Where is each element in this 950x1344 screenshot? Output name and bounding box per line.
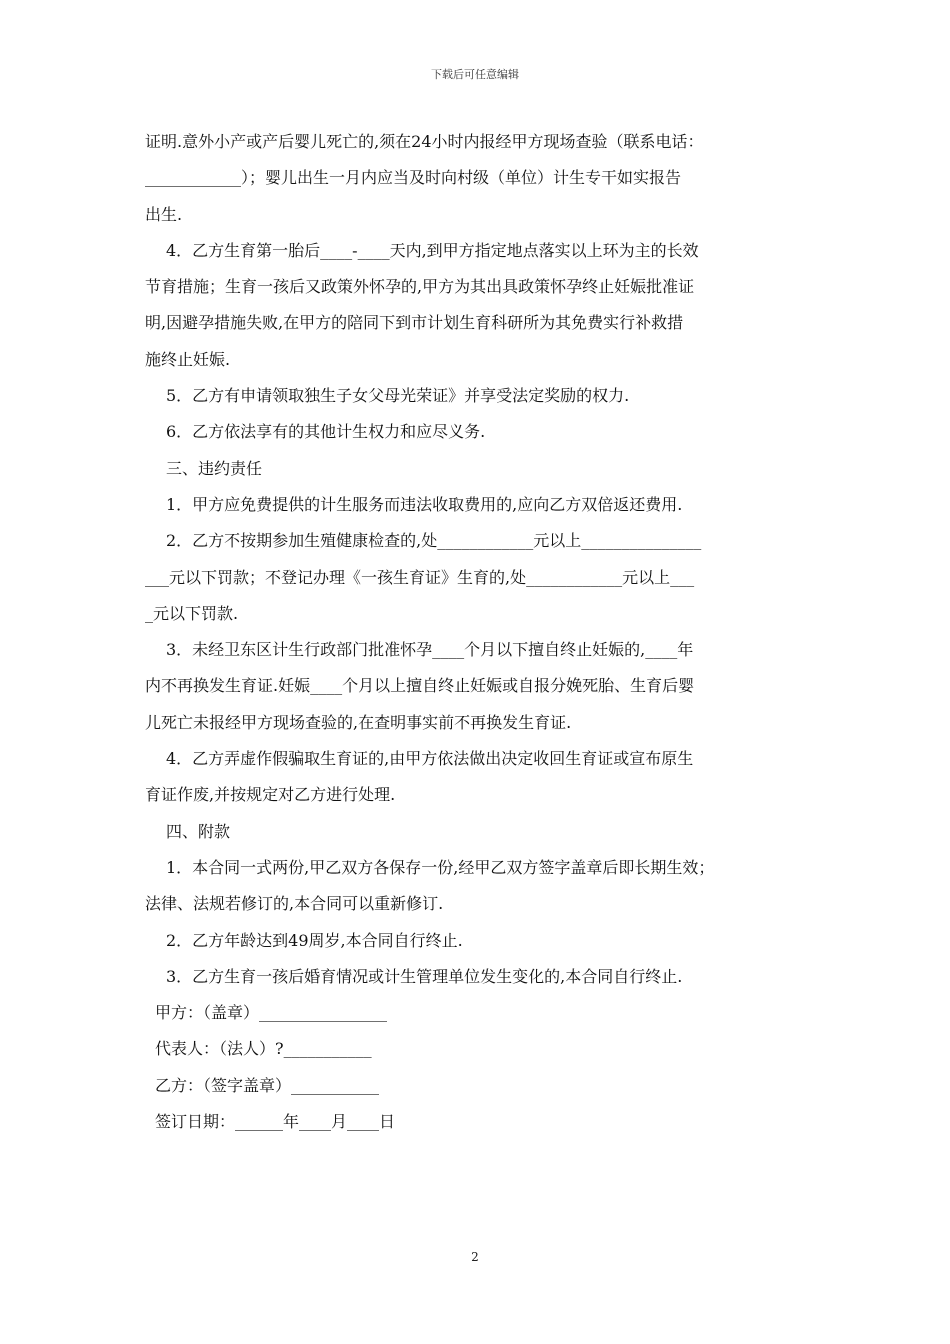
signature-line-representative: 代表人：（法人）?___________: [155, 1039, 372, 1059]
signature-line-date: 签订日期：______年____月____日: [155, 1112, 396, 1132]
text-line: 节育措施；生育一孩后又政策外怀孕的,甲方为其出具政策怀孕终止妊娠批准证: [145, 277, 695, 297]
text-line: 5．乙方有申请领取独生子女父母光荣证》并享受法定奖励的权力.: [166, 386, 630, 406]
signature-line-party-a: 甲方：（盖章）________________: [155, 1003, 388, 1023]
text-line: 4．乙方生育第一胎后____-____天内,到甲方指定地点落实以上环为主的长效: [166, 240, 699, 260]
text-line: 施终止妊娠.: [145, 349, 231, 369]
page-number: 2: [471, 1250, 479, 1264]
section-heading: 三、违约责任: [166, 458, 263, 478]
text-line: 证明.意外小产或产后婴儿死亡的,须在24小时内报经甲方现场查验（联系电话：: [145, 132, 704, 151]
text-line: 出生.: [145, 204, 183, 224]
document-body: [145, 124, 815, 1140]
text-line: 1．甲方应免费提供的计生服务而违法收取费用的,应向乙方双倍返还费用.: [166, 494, 683, 514]
text-line: 3．乙方生育一孩后婚育情况或计生管理单位发生变化的,本合同自行终止.: [166, 966, 683, 986]
text-line: 儿死亡未报经甲方现场查验的,在查明事实前不再换发生育证.: [145, 712, 572, 732]
page-header: 下载后可任意编辑: [431, 68, 519, 81]
text-line: 法律、法规若修订的,本合同可以重新修订.: [145, 894, 444, 914]
text-line: 1．本合同一式两份,甲乙双方各保存一份,经甲乙双方签字盖章后即长期生效；: [166, 857, 715, 877]
text-line: 3．未经卫东区计生行政部门批准怀孕____个月以下擅自终止妊娠的,____年: [166, 640, 694, 660]
text-line: 6．乙方依法享有的其他计生权力和应尽义务.: [166, 422, 486, 442]
text-line: 4．乙方弄虚作假骗取生育证的,由甲方依法做出决定收回生育证或宣布原生: [166, 749, 694, 769]
text-line: 内不再换发生育证.妊娠____个月以上擅自终止妊娠或自报分娩死胎、生育后婴: [145, 676, 695, 696]
text-line: 2．乙方年龄达到49周岁,本合同自行终止.: [166, 930, 463, 950]
text-line: 育证作废,并按规定对乙方进行处理.: [145, 785, 396, 805]
signature-line-party-b: 乙方：（签字盖章）___________: [155, 1075, 380, 1095]
text-line: ____________）；婴儿出生一月内应当及时向村级（单位）计生专干如实报告: [145, 168, 682, 188]
text-line: 明,因避孕措施失败,在甲方的陪同下到市计划生育科研所为其免费实行补救措: [145, 313, 684, 333]
text-line: 2．乙方不按期参加生殖健康检查的,处____________元以上_______________: [166, 531, 702, 551]
text-line: ___元以下罚款；不登记办理《一孩生育证》生育的,处____________元以上___: [145, 567, 695, 587]
text-line: _元以下罚款.: [145, 603, 239, 623]
section-heading: 四、附款: [166, 821, 231, 841]
